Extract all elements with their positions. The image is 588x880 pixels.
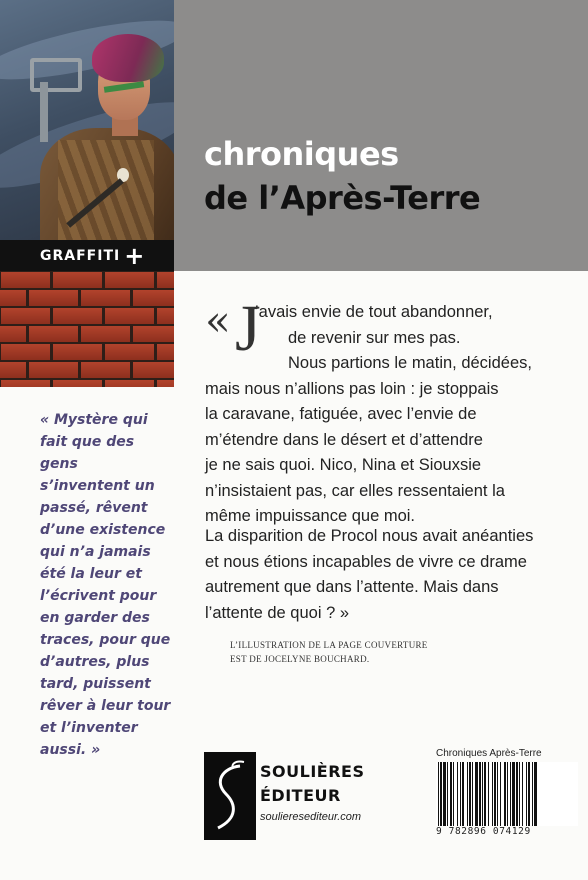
brick xyxy=(105,344,154,360)
brick xyxy=(53,344,102,360)
brick xyxy=(1,308,50,324)
excerpt-lines xyxy=(205,296,577,530)
excerpt-line: m’étendre dans le désert et d’attendre xyxy=(205,430,483,449)
excerpt-lines-2 xyxy=(205,524,577,626)
barcode-bar xyxy=(450,762,452,826)
barcode-bar xyxy=(492,762,493,826)
excerpt-line: mais nous n’allions pas loin : je stoppais xyxy=(205,379,499,398)
brick xyxy=(157,380,174,387)
brick xyxy=(1,344,50,360)
brick xyxy=(81,326,130,342)
barcode-bar xyxy=(467,762,468,826)
barcode-title: Chroniques Après-Terre xyxy=(436,748,542,759)
excerpt-paragraph-2 xyxy=(205,524,577,626)
excerpt-line: ’avais envie de tout abandonner, xyxy=(255,303,493,321)
excerpt-line: je ne sais quoi. Nico, Nina et Siouxsie xyxy=(205,456,482,474)
barcode-bar xyxy=(528,762,530,826)
series-label: GRAFFITI xyxy=(40,247,121,264)
illustration-credit xyxy=(230,638,428,666)
barcode-bar xyxy=(462,762,464,826)
barcode-bar xyxy=(534,762,537,826)
publisher-website: soulieresediteur.com xyxy=(260,811,362,823)
barcode-bar xyxy=(460,762,461,826)
open-quote-mark: « xyxy=(205,296,231,345)
excerpt-line: même impuissance que moi. xyxy=(205,507,416,525)
brick xyxy=(29,290,78,306)
barcode-bar xyxy=(447,762,448,826)
brick xyxy=(157,272,174,288)
brick xyxy=(157,308,174,324)
brick xyxy=(53,380,102,387)
barcode-bar xyxy=(500,762,501,826)
brick xyxy=(29,362,78,378)
barcode-bar xyxy=(479,762,481,826)
title-line-1: chroniques xyxy=(204,135,399,173)
excerpt-line: et nous étions incapables de vivre ce drame xyxy=(205,552,527,571)
excerpt-line: autrement que dans l’attente. Mais dans xyxy=(205,578,499,596)
brick xyxy=(0,326,26,342)
publisher-name-line-1: SOULIÈRES xyxy=(260,762,365,781)
drop-cap: J xyxy=(235,292,261,365)
brick xyxy=(133,290,174,306)
barcode-bar xyxy=(453,762,454,826)
barcode-bar xyxy=(472,762,473,826)
barcode-bar xyxy=(440,762,442,826)
barcode-bar xyxy=(494,762,496,826)
publisher-logo-icon xyxy=(204,752,256,840)
weapon-icon xyxy=(30,58,82,92)
credit-line-1: L’ILLUSTRATION DE LA PAGE COUVERTURE xyxy=(230,640,428,650)
barcode-bar xyxy=(457,762,458,826)
barcode-bar xyxy=(482,762,483,826)
title-line-2: de l’Après-Terre xyxy=(204,179,481,217)
barcode-bar xyxy=(510,762,511,826)
barcode-bar xyxy=(469,762,471,826)
barcode-icon xyxy=(436,762,578,826)
barcode-bar xyxy=(522,762,523,826)
excerpt-line: La disparition de Procol nous avait anéanties xyxy=(205,527,534,545)
brick xyxy=(53,272,102,288)
brick xyxy=(53,308,102,324)
credit-line-2: EST DE JOCELYNE BOUCHARD. xyxy=(230,654,370,664)
barcode-bar xyxy=(504,762,506,826)
barcode-bar xyxy=(507,762,508,826)
barcode-bar xyxy=(519,762,520,826)
barcode-bar xyxy=(532,762,533,826)
barcode-bar xyxy=(497,762,498,826)
barcode-bar xyxy=(438,762,439,826)
series-band xyxy=(0,240,174,271)
brick xyxy=(157,344,174,360)
barcode-bar xyxy=(512,762,515,826)
brick-wall-image xyxy=(0,271,174,387)
plus-icon: + xyxy=(124,241,145,270)
brick xyxy=(81,362,130,378)
excerpt-paragraph-1 xyxy=(205,292,577,530)
brick xyxy=(1,380,50,387)
publisher-name-line-2: ÉDITEUR xyxy=(260,786,341,805)
brick xyxy=(29,326,78,342)
excerpt-line: n’insistaient pas, car elles ressentaient la xyxy=(205,481,505,500)
barcode-digits: 9 782896 074129 xyxy=(436,826,531,837)
excerpt-line: Nous partions le matin, décidées, xyxy=(288,354,532,372)
excerpt-line: la caravane, fatiguée, avec l’envie de xyxy=(205,405,477,423)
brick xyxy=(133,326,174,342)
brick xyxy=(105,380,154,387)
excerpt-line: l’attente de quoi ? » xyxy=(205,603,350,622)
brick xyxy=(133,362,174,378)
brick xyxy=(0,290,26,306)
brick xyxy=(81,290,130,306)
barcode-bar xyxy=(488,762,489,826)
brick xyxy=(105,308,154,324)
cover-illustration xyxy=(0,0,174,240)
excerpt-line: de revenir sur mes pas. xyxy=(288,328,461,347)
brick xyxy=(105,272,154,288)
barcode-bar xyxy=(526,762,527,826)
barcode-bar xyxy=(475,762,478,826)
brick xyxy=(1,272,50,288)
barcode-bar xyxy=(516,762,518,826)
book-title xyxy=(204,132,480,220)
pull-quote: « Mystère qui fait que des gens s’inventent un passé, rêvent d’une existence qui n’a jamais été la leur et l’écrivent pour en garder des traces, pour que d’autres, plus tard, puissent rêver à leur tour et l’inventer aussi. » xyxy=(40,412,171,758)
brick xyxy=(0,362,26,378)
barcode-bar xyxy=(443,762,446,826)
barcode-bar xyxy=(484,762,486,826)
